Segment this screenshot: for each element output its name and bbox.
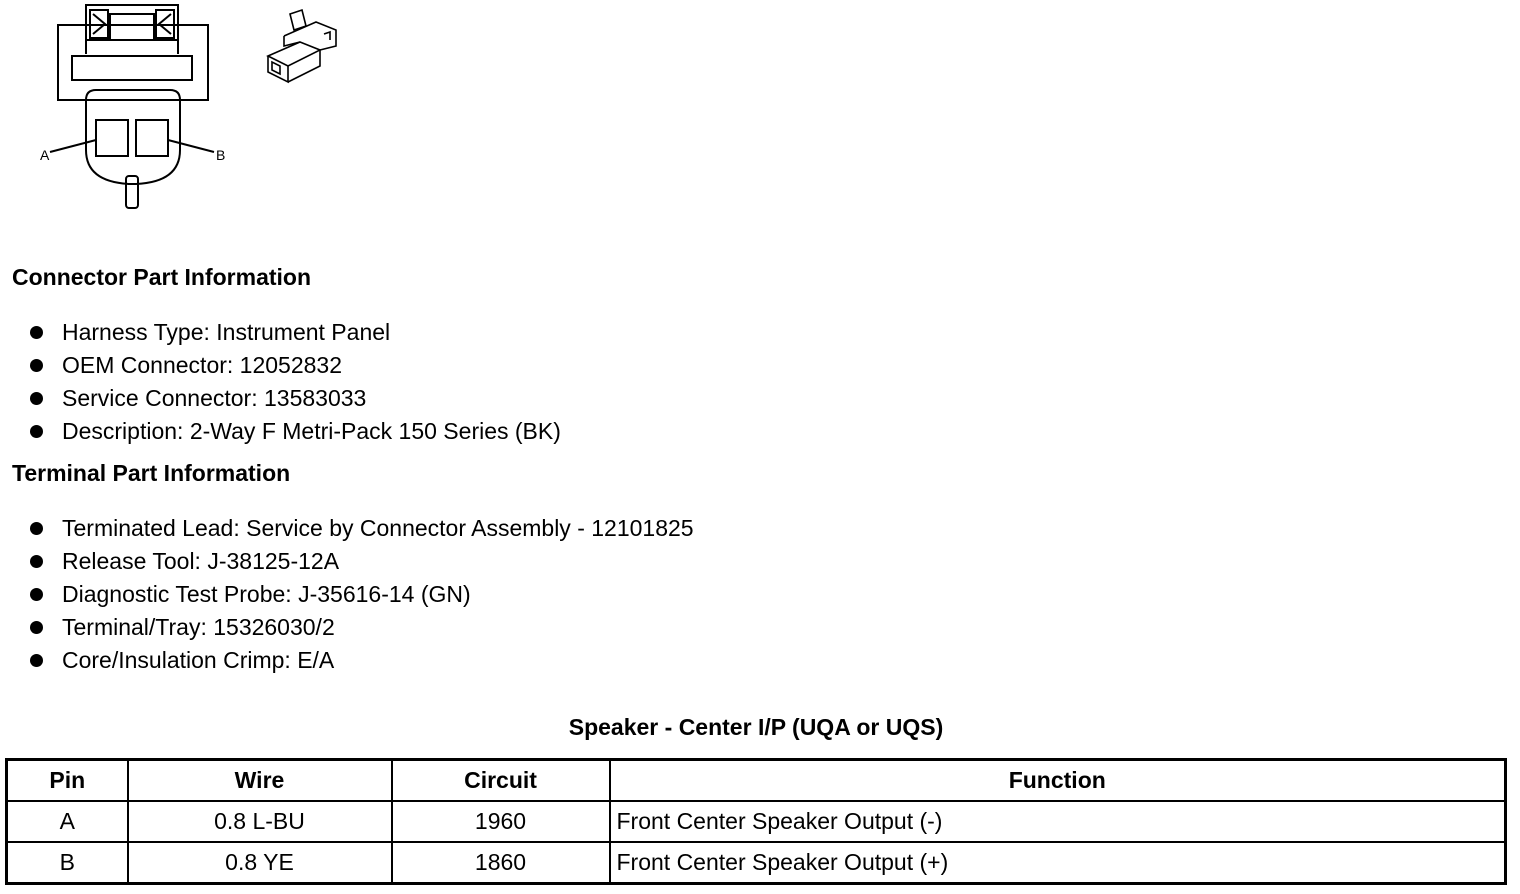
terminal-part-list: [26, 512, 694, 677]
column-header-function: Function: [610, 760, 1506, 802]
table-row: [7, 801, 1506, 842]
column-header-wire: Wire: [128, 760, 392, 802]
pin-cell: B: [7, 842, 128, 884]
connector-part-heading: Connector Part Information: [12, 264, 312, 290]
list-item: Release Tool: J-38125-12A: [26, 545, 694, 578]
circuit-cell: 1860: [392, 842, 610, 884]
bullet-icon: [30, 555, 43, 568]
list-item: Harness Type: Instrument Panel: [26, 316, 561, 349]
connector-part-list: [26, 316, 561, 448]
pin-b-label: B: [216, 147, 226, 163]
column-header-pin: Pin: [7, 760, 128, 802]
bullet-icon: [30, 359, 43, 372]
pin-a-label: A: [40, 147, 50, 163]
function-cell: Front Center Speaker Output (-): [610, 801, 1506, 842]
list-item: Terminal/Tray: 15326030/2: [26, 611, 694, 644]
table-row: [7, 842, 1506, 884]
pinout-table: [5, 758, 1507, 885]
list-item: Description: 2-Way F Metri-Pack 150 Series (BK): [26, 415, 561, 448]
list-item: Diagnostic Test Probe: J-35616-14 (GN): [26, 578, 694, 611]
function-cell: Front Center Speaker Output (+): [610, 842, 1506, 884]
wire-cell: 0.8 L-BU: [128, 801, 392, 842]
connector-face-diagram: [30, 0, 240, 215]
terminal-part-heading: Terminal Part Information: [12, 460, 291, 486]
list-item: OEM Connector: 12052832: [26, 349, 561, 382]
bullet-icon: [30, 425, 43, 438]
connector-isometric-icon: [260, 6, 344, 86]
bullet-icon: [30, 588, 43, 601]
table-header-row: [7, 760, 1506, 802]
list-item: Service Connector: 13583033: [26, 382, 561, 415]
bullet-icon: [30, 326, 43, 339]
pin-cell: A: [7, 801, 128, 842]
bullet-icon: [30, 522, 43, 535]
bullet-icon: [30, 654, 43, 667]
table-caption: Speaker - Center I/P (UQA or UQS): [568, 714, 944, 740]
circuit-cell: 1960: [392, 801, 610, 842]
wire-cell: 0.8 YE: [128, 842, 392, 884]
bullet-icon: [30, 392, 43, 405]
list-item: Core/Insulation Crimp: E/A: [26, 644, 694, 677]
column-header-circuit: Circuit: [392, 760, 610, 802]
list-item: Terminated Lead: Service by Connector Assembly - 12101825: [26, 512, 694, 545]
bullet-icon: [30, 621, 43, 634]
